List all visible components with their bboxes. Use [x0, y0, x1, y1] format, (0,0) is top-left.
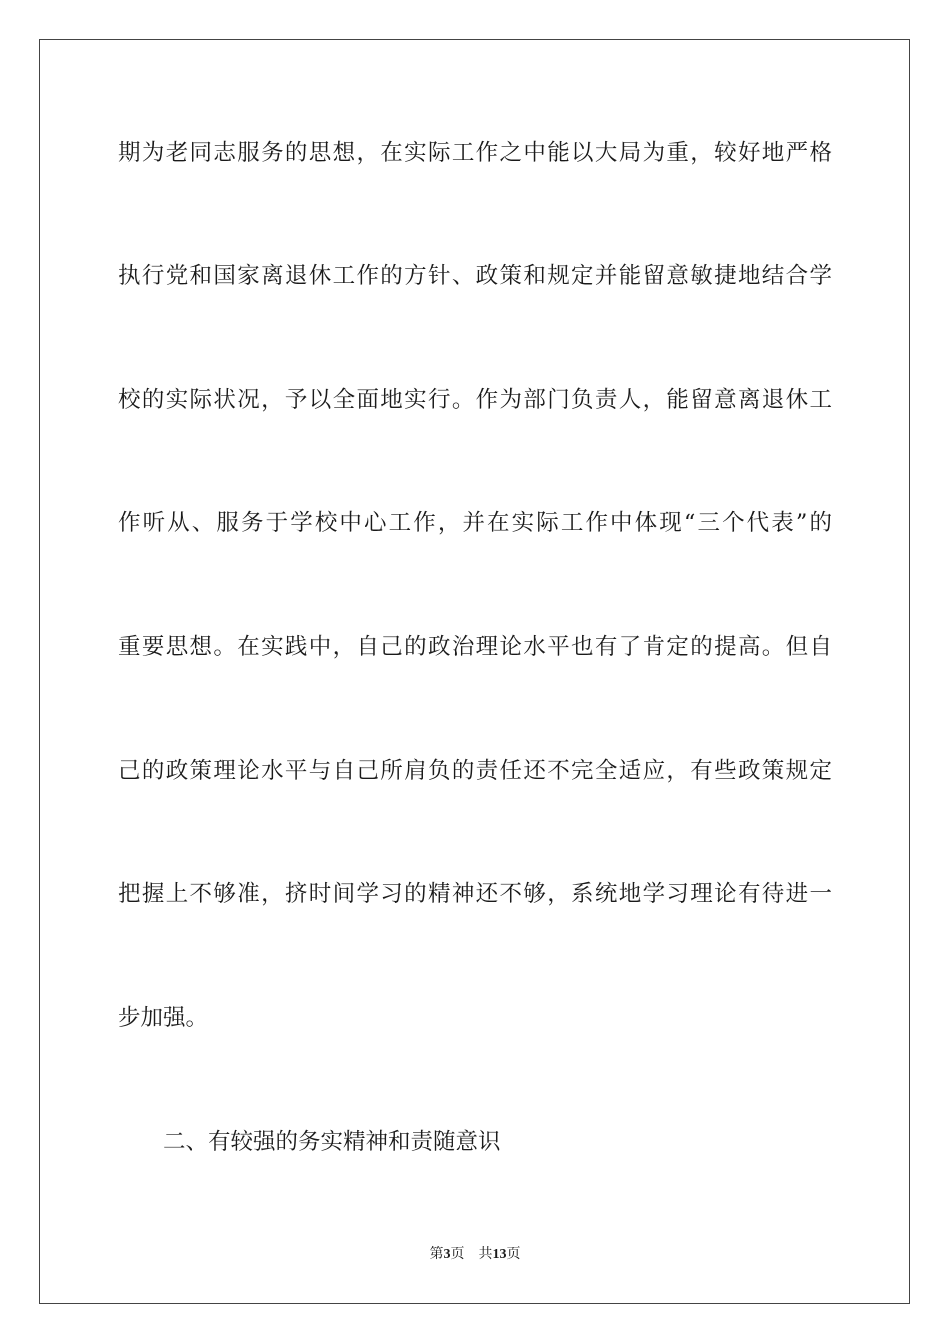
body-line-3: 校的实际状况，予以全面地实行。作为部门负责人，能留意离退休工 [118, 387, 832, 413]
body-line-6: 己的政策理论水平与自己所肩负的责任还不完全适应，有些政策规定 [118, 758, 832, 784]
body-line-2: 执行党和国家离退休工作的方针、政策和规定并能留意敏捷地结合学 [118, 263, 832, 289]
footer-total-prefix: 共 [478, 1247, 493, 1262]
body-line-5: 重要思想。在实践中，自己的政治理论水平也有了肯定的提高。但自 [118, 634, 832, 660]
body-line-7: 把握上不够准，挤时间学习的精神还不够，系统地学习理论有待进一 [118, 881, 832, 907]
section-heading: 二、有较强的务实精神和责随意识 [163, 1129, 501, 1155]
body-line-1: 期为老同志服务的思想，在实际工作之中能以大局为重，较好地严格 [118, 140, 832, 166]
footer-total-pages: 13 [492, 1247, 507, 1262]
page-border [39, 39, 910, 1304]
footer-page-number: 3 [443, 1247, 451, 1262]
footer-page-prefix: 第 [429, 1247, 444, 1262]
body-line-4: 作听从、服务于学校中心工作，并在实际工作中体现“三个代表”的 [118, 510, 832, 536]
page-footer [0, 1246, 950, 1264]
footer-total-suffix: 页 [506, 1247, 521, 1262]
footer-page-suffix: 页 [450, 1247, 465, 1262]
body-line-8: 步加强。 [118, 1005, 209, 1031]
